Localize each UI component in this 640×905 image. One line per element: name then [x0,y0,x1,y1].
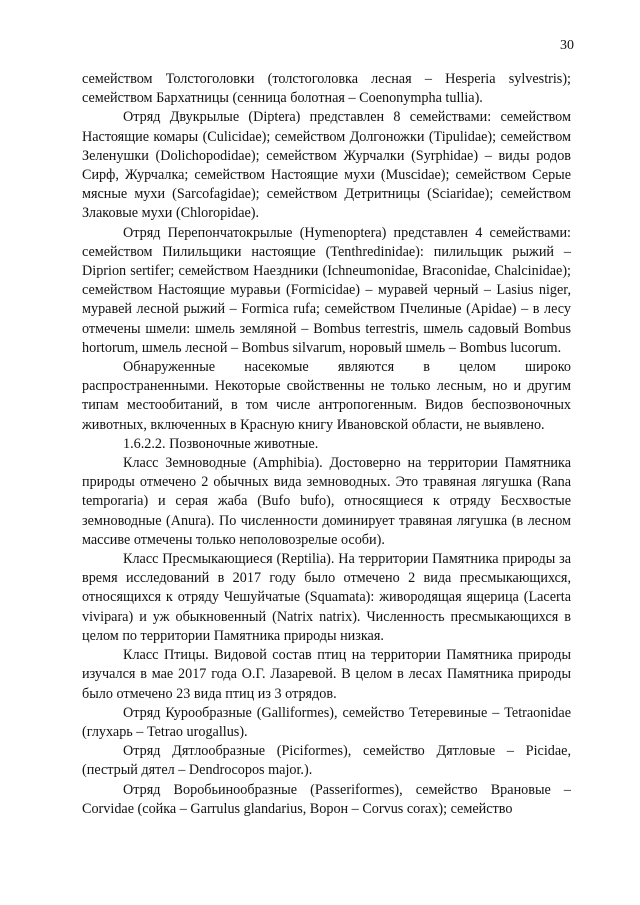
document-body [82,70,571,819]
page-number: 30 [560,38,574,53]
paragraph: семейством Толстоголовки (толстоголовка лесная – Hesperia sylvestris); семейством Бархатницы (сенница болотная – Coenonympha tullia). [82,71,571,107]
section-heading: 1.6.2.2. Позвоночные животные. [123,435,319,452]
paragraph: Отряд Двукрылые (Diptera) представлен 8 семействами: семейством Настоящие комары (Culicidae); семейством Долгоножки (Tipulidae); семейством Зеленушки (Dolichopodidae); семейством Журчалки (Syrphidae) – виды родов Сирф, Журчалка; семейством Настоящие мухи (Muscidae); семейством Серые мясные мухи (Sarcofagidae); семейством Детритницы (Sciaridae); семейством Злаковые мухи (Chloropidae). [82,109,571,222]
paragraph: Обнаруженные насекомые являются в целом широко распространенными. Некоторые свойственны не только лесным, но и другим типам местообитаний, в том числе антропогенным. Видов беспозвоночных животных, включенных в Красную книгу Ивановской области, не выявлено. [82,359,571,433]
paragraph: Класс Земноводные (Amphibia). Достоверно на территории Памятника природы отмечено 2 обычных вида земноводных. Это травяная лягушка (Rana temporaria) и серая жаба (Bufo bufo), относящиеся к отряду Бесхвостые земноводные (Anura). По численности доминирует травяная лягушка (в лесном массиве отмечены только неполовозрелые особи). [82,455,571,548]
paragraph: Отряд Воробьинообразные (Passeriformes), семейство Врановые – Corvidae (сойка – Garrulus glandarius, Ворон – Corvus corax); семейство [82,781,571,817]
paragraph: Отряд Курообразные (Galliformes), семейство Тетеревиные – Tetraonidae (глухарь – Tetrao urogallus). [82,704,571,740]
paragraph: Отряд Перепончатокрылые (Hymenoptera) представлен 4 семействами: семейством Пилильщики настоящие (Tenthredinidae): пилильщик рыжий – Diprion sertifer; семейством Наездники (Ichneumonidae, Braconidae, Chalcinidae); семейством Настоящие муравьи (Formicidae) – муравей черный – Lasius niger, муравей лесной рыжий – Formica rufa; семейством Пчелиные (Apidae) – в лесу отмечены шмели: шмель земляной – Bombus terrestris, шмель садовый Bombus hortorum, шмель лесной – Bombus silvarum, норовый шмель – Bombus lucorum. [82,224,571,356]
paragraph: Класс Птицы. Видовой состав птиц на территории Памятника природы изучался в мае 2017 года О.Г. Лазаревой. В целом в лесах Памятника природы было отмечено 23 вида птиц из 3 отрядов. [82,647,571,702]
paragraph: Класс Пресмыкающиеся (Reptilia). На территории Памятника природы за время исследований в 2017 году было отмечено 2 вида пресмыкающихся, относящихся к отряду Чешуйчатые (Squamata): живородящая ящерица (Lacerta vivipara) и уж обыкновенный (Natrix natrix). Численность пресмыкающихся в целом по территории Памятника природы низкая. [82,551,571,644]
paragraph: Отряд Дятлообразные (Piciformes), семейство Дятловые – Picidae, (пестрый дятел – Dendrocopos major.). [82,743,571,779]
